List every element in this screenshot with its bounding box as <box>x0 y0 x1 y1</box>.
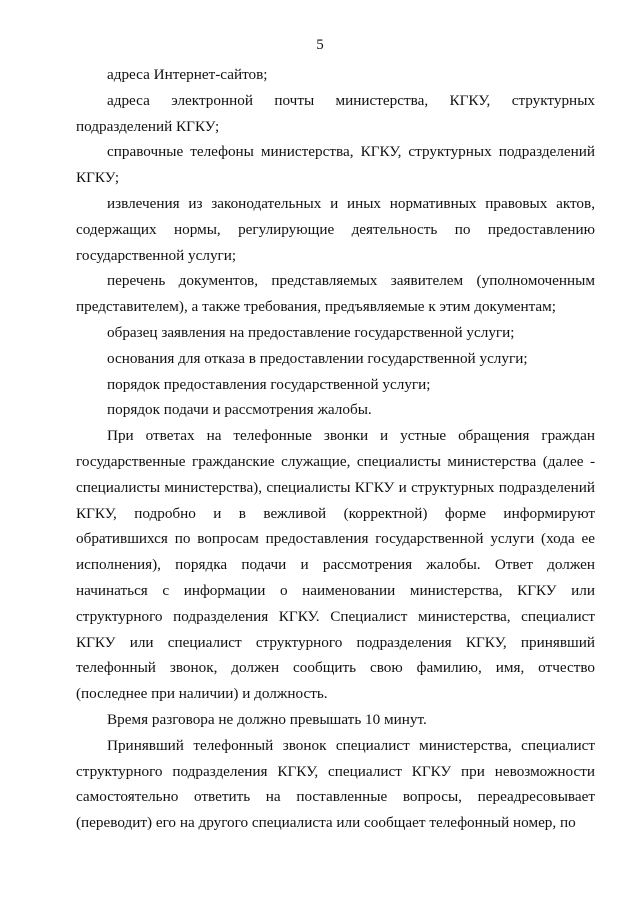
paragraph-legal-extracts: извлечения из законодательных и иных нормативных правовых актов, содержащих нормы, регулирующие деятельность по предоставлению государственной услуги; <box>76 194 595 264</box>
paragraph-complaint-procedure: порядок подачи и рассмотрения жалобы. <box>107 401 372 419</box>
paragraph-application-sample: образец заявления на предоставление государственной услуги; <box>107 323 515 341</box>
paragraph-refusal-grounds: основания для отказа в предоставлении государственной услуги; <box>107 349 528 367</box>
page-number: 5 <box>316 37 324 53</box>
body-text <box>76 62 595 836</box>
paragraph-documents-list: перечень документов, представляемых заявителем (уполномоченным представителем), а также требования, предъявляемые к этим документам; <box>76 272 595 316</box>
paragraph-phones: справочные телефоны министерства, КГКУ, структурных подразделений КГКУ; <box>76 143 595 187</box>
paragraph-service-procedure: порядок предоставления государственной услуги; <box>107 375 431 393</box>
paragraph-call-redirect: Принявший телефонный звонок специалист министерства, специалист структурного подразделения КГКУ, специалист КГКУ при невозможности самостоятельно ответить на поставленные вопросы, переадресовывает (переводит) его на другого специалиста или сообщает телефонный номер, по <box>76 736 595 832</box>
paragraph-call-duration: Время разговора не должно превышать 10 минут. <box>107 710 427 728</box>
paragraph-websites: адреса Интернет-сайтов; <box>107 66 268 83</box>
paragraph-emails: адреса электронной почты министерства, КГКУ, структурных подразделений КГКУ; <box>76 91 595 135</box>
paragraph-phone-answers: При ответах на телефонные звонки и устные обращения граждан государственные гражданские служащие, специалисты министерства (далее - специалисты министерства), специалисты КГКУ и структурных подразделений КГКУ, подробно и в вежливой (корректной) форме информируют обратившихся по вопросам предоставления государственной услуги (хода ее исполнения), порядка подачи и рассмотрения жалобы. Ответ должен начинаться с информации о наименовании министерства, КГКУ или структурного подразделения КГКУ. Специалист министерства, специалист КГКУ или специалист структурного подразделения КГКУ, принявший телефонный звонок, должен сообщить свою фамилию, имя, отчество (последнее при наличии) и должность. <box>76 427 595 703</box>
